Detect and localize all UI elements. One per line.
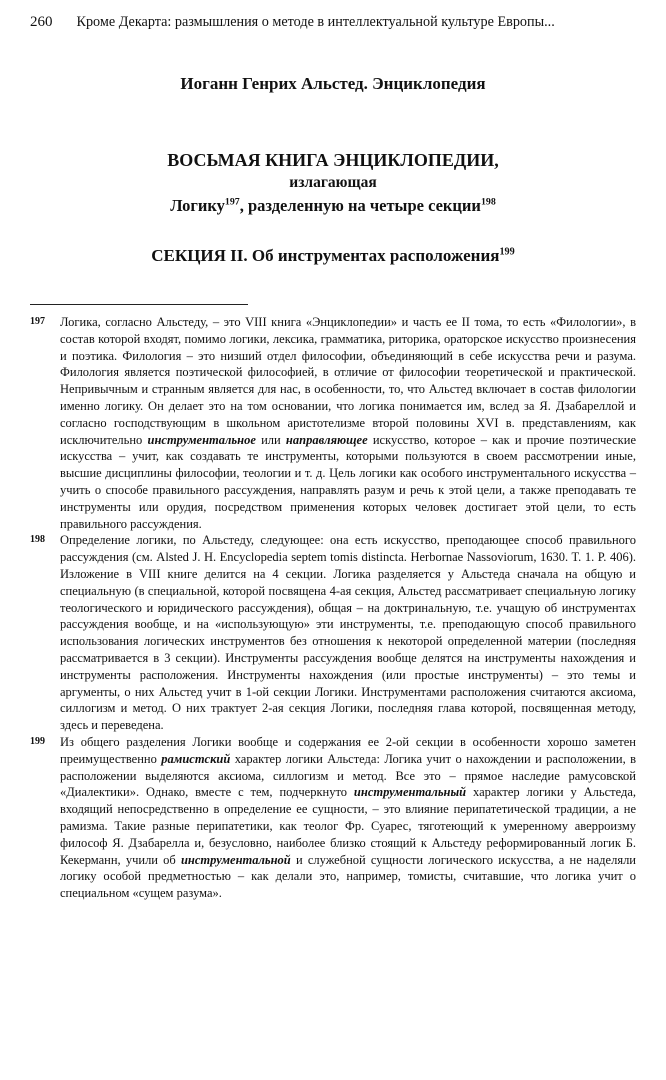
footnote-text-part: и служебной сущности логического искусства, а не наделяли логику особой предметностью – как делали это, например, томисты, считавшие, что логика учит о специальном «сущем разума». bbox=[60, 852, 636, 901]
book-topic bbox=[0, 194, 666, 218]
footnote-ref-199[interactable]: 199 bbox=[499, 246, 515, 258]
footnote-text-part: Из общего разделения Логики вообще и содержания ее 2-ой секции в особенности хорошо заметен преимущественно bbox=[60, 734, 636, 766]
footnotes bbox=[30, 314, 636, 902]
footnote-text bbox=[60, 532, 636, 734]
footnote-emphasis: инструментальное bbox=[147, 432, 256, 447]
section-title bbox=[0, 246, 666, 266]
book-topic-rest: , разделенную на четыре секции bbox=[239, 196, 481, 215]
running-header bbox=[30, 14, 636, 31]
footnote-199 bbox=[30, 734, 636, 902]
author-title: Иоганн Генрих Альстед. Энциклопедия bbox=[180, 74, 486, 93]
section-title-text: СЕКЦИЯ II. Об инструментах расположения bbox=[151, 246, 500, 265]
book-title: ВОСЬМАЯ КНИГА ЭНЦИКЛОПЕДИИ, bbox=[167, 150, 499, 170]
running-title: Кроме Декарта: размышления о методе в интеллектуальной культуре Европы... bbox=[76, 14, 555, 30]
footnote-emphasis: направляющее bbox=[285, 432, 368, 447]
footnote-number: 198 bbox=[30, 534, 45, 546]
footnote-text bbox=[60, 314, 636, 532]
footnote-text-part: Логика, согласно Альстеду, – это VIII книга «Энциклопедии» и часть ее II тома, то есть «Филологии», в состав которой входят, помимо логики, лексика, грамматика, риторика, ораторское искусство произнесения и поэтика. Филология – это низший отдел философии, объединяющий в себе искусства речи и разума. Филология является поэтической философией, в отличие от философии теоретической и практической. Непривычным и странным является для нас, в особенности, то, что Альстед включает в состав филологии именно логику. Он делает это на том основании, что логика понимается им, вслед за Я. Дзабареллой и согласно господствующим в школьном аристотелизме второй половины XVI в. представлениям, как исключительно bbox=[60, 315, 636, 447]
book-heading bbox=[0, 148, 666, 218]
footnote-number: 199 bbox=[30, 735, 45, 747]
footnote-text-part: характер логики Альстеда: Логика учит о нахождении и расположении, в расположении выделяются аксиома, силлогизм и метод. Все это – прямое наследие рамусовской «Диалектики». Однако, вместе с тем, подчеркнуто bbox=[60, 751, 636, 800]
footnote-197 bbox=[30, 314, 636, 532]
footnote-text-part: Определение логики, по Альстеду, следующее: она есть искусство, преподающее способ правильного рассуждения (см. Alsted J. H. Encyclopedia septem tomis distincta. Herbornae Nassoviorum, 1630. T. 1. P. 406). Изложение в VIII книге делится на 4 секции. Логика разделяется у Альстеда сначала на общую и специальную (в специальной, которой посвящена 4-ая секция, Альстед рассматривает специальную логику теологического и юридического рассуждения), общая – на доктринальную, т.е. учащую об инструментах рассуждения вообще, и на «использующую» эти инструменты, т.е. преподающую способ правильного использования логических инструментов без отношения к некоторой определенной материи (последняя рассматривается в 3 секции). Инструменты рассуждения вообще делятся на инструменты нахождения и инструменты расположения. Инструменты нахождения (или простые инструменты) – это темы и аргументы, о них Альстед учит в 1-ой секции Логики. Инструментами расположения считаются аксиома, силлогизм и метод. О них трактует 2-ая секция Логики, последняя глава которой, посвященная методу, здесь и переведена. bbox=[60, 533, 636, 733]
footnote-198 bbox=[30, 532, 636, 734]
footnote-ref-197[interactable]: 197 bbox=[224, 196, 240, 208]
book-subtitle: излагающая bbox=[289, 174, 377, 191]
footnote-number: 197 bbox=[30, 316, 45, 327]
footnote-text-part: характер логики у Альстеда, входящий непосредственно в определение ее сущности, – это влияние перипатетической традиции, а не рамизма. Такие разные перипатетики, как теолог Фр. Суарес, тяготеющий к умеренному аверроизму философ Я. Дзабарелла и, безусловно, наиболее близко стоящий к Альстеду реформированный логик Б. Кекерманн, учили об bbox=[60, 785, 636, 867]
footnote-text-part: искусство, которое – как и прочие поэтические искусства – учит, как создавать те инструменты, которыми пользуются в своем рассмотрении иные, высшие дисциплины философии, теологии и т. д. Цель логики как особого инструментального искусства – учить о способе правильного рассуждения, направлять разум и речь к этой цели, а также преподавать те инструменты или орудия, посредством применения которых человек достигает этой цели, то есть правильного рассуждения. bbox=[60, 432, 636, 531]
footnote-divider bbox=[30, 304, 248, 305]
footnote-emphasis: инструментальной bbox=[180, 852, 291, 867]
footnote-emphasis: инструментальный bbox=[353, 785, 467, 800]
footnote-ref-198[interactable]: 198 bbox=[480, 196, 496, 208]
footnote-text bbox=[60, 734, 636, 902]
page-number: 260 bbox=[30, 14, 53, 30]
footnote-text-part: или bbox=[255, 432, 286, 447]
book-topic-text: Логику bbox=[170, 196, 225, 215]
footnote-emphasis: рамистский bbox=[161, 751, 231, 766]
